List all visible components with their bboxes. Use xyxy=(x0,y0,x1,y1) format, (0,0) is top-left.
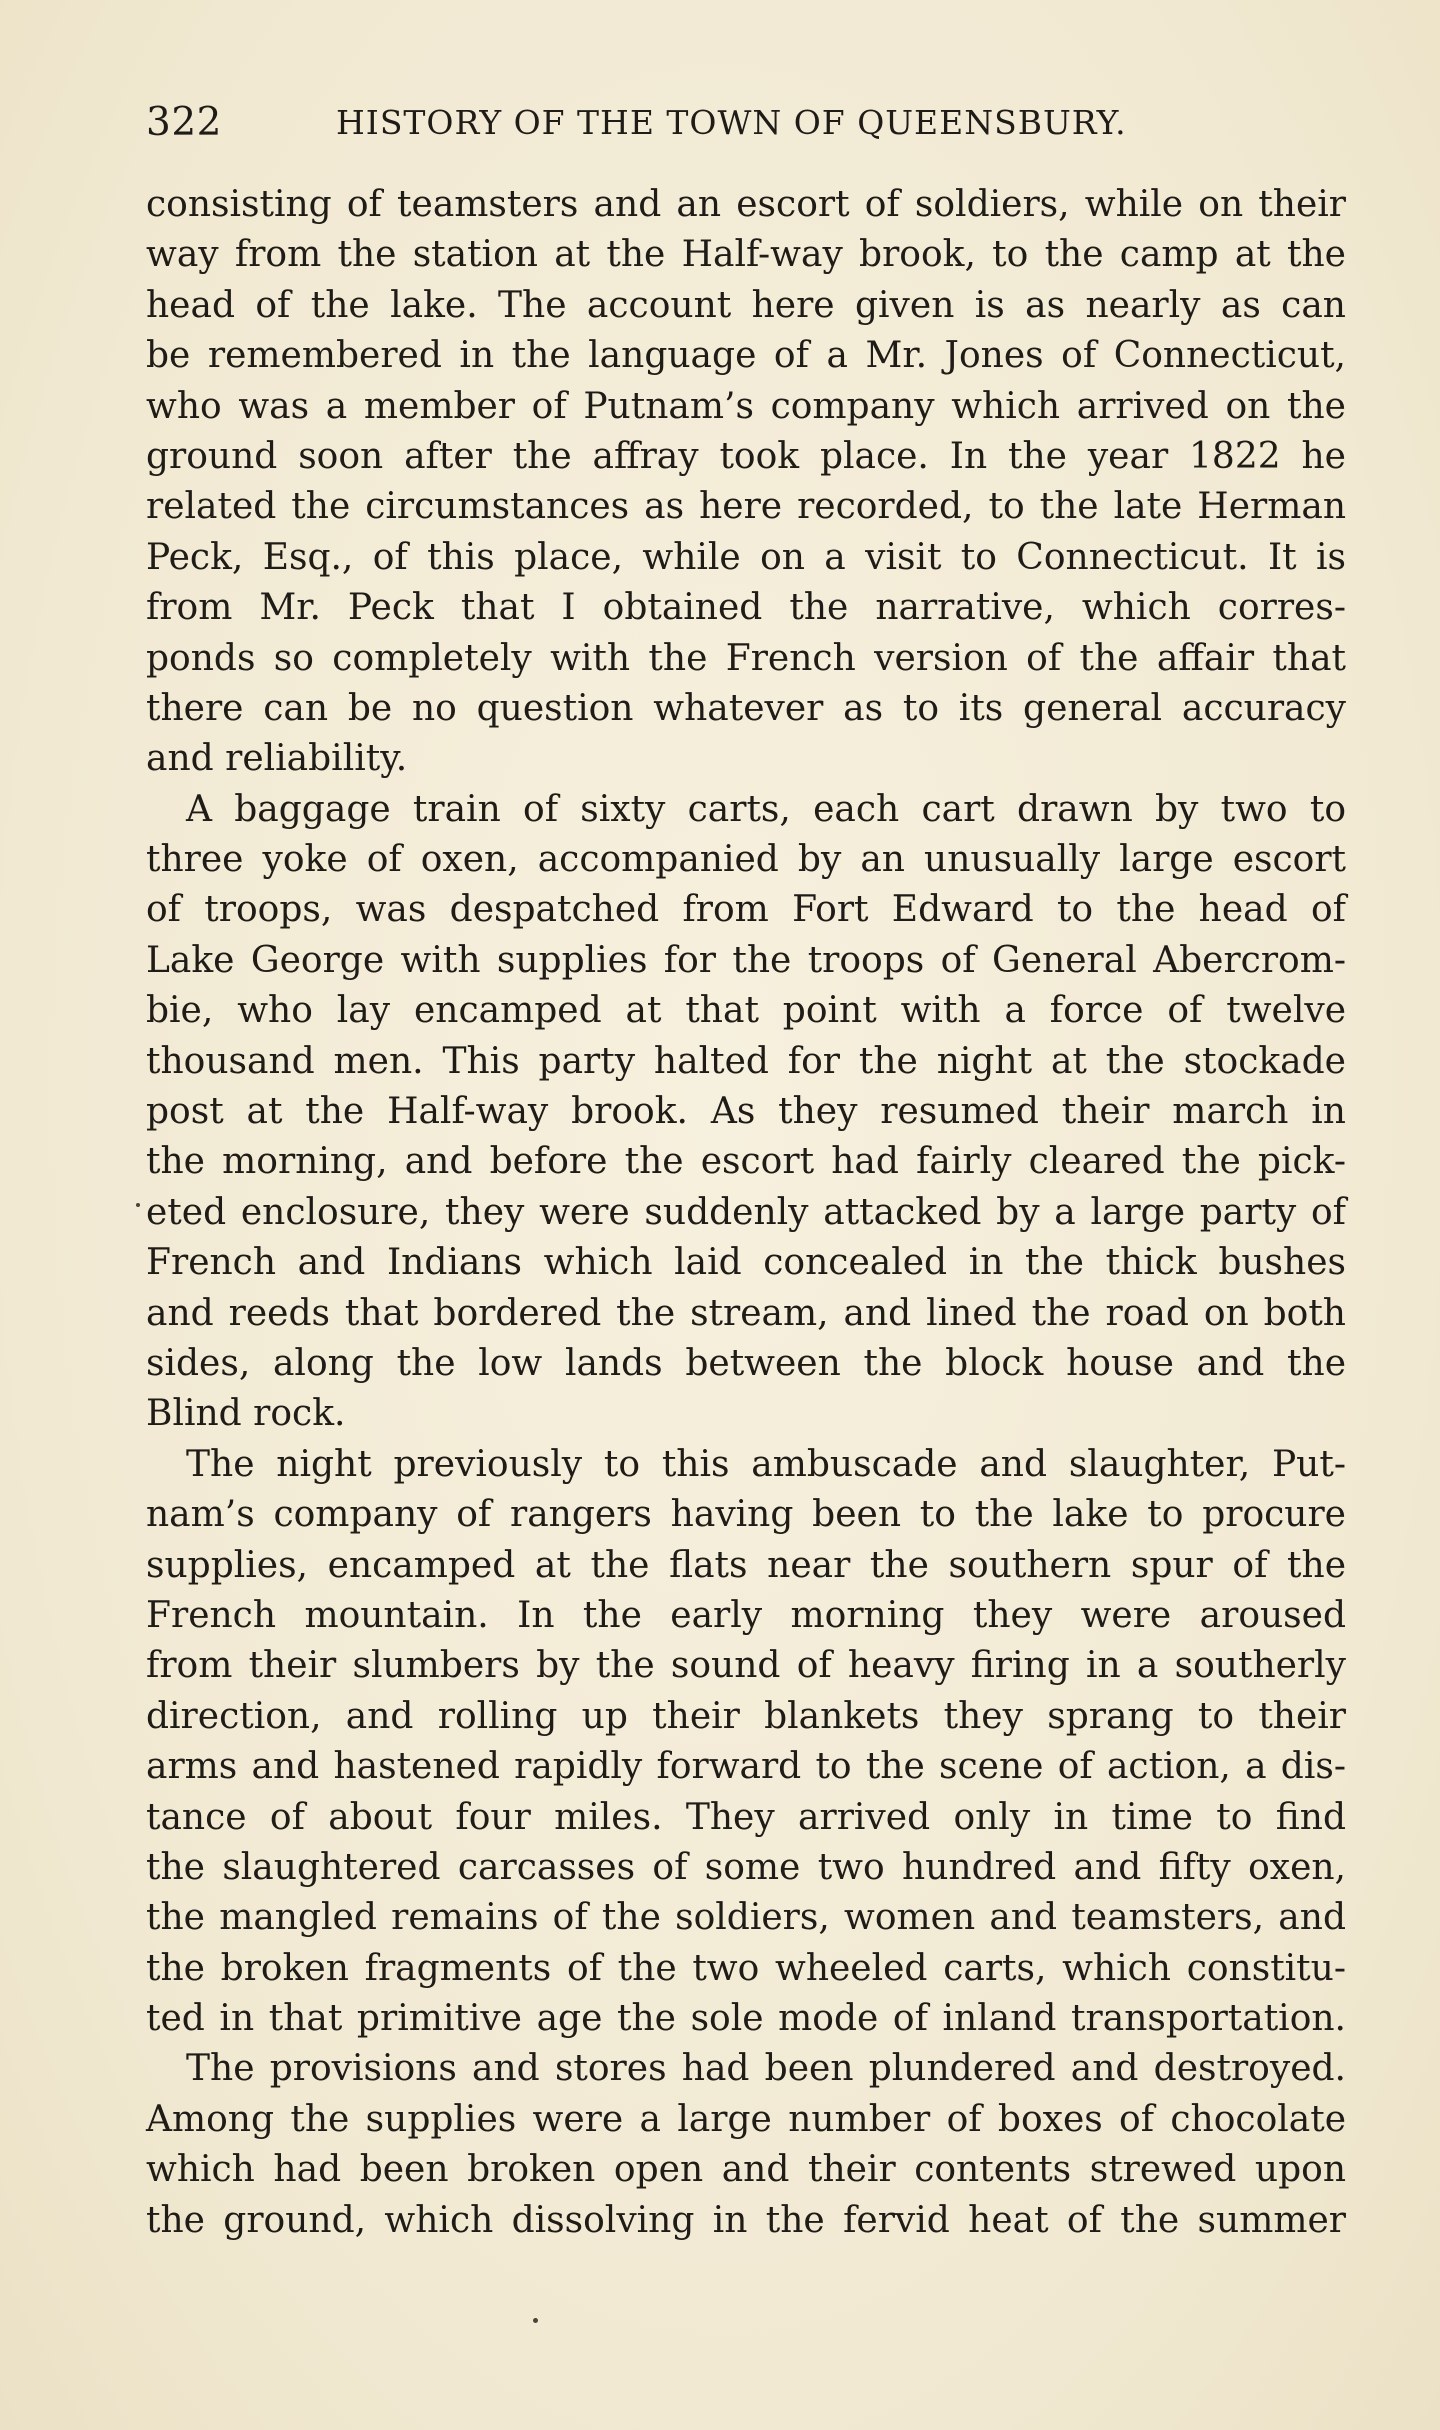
text-line: from their slumbers by the sound of heavy firing in a southerly xyxy=(146,1645,1346,1687)
text-line: French mountain. In the early morning they were aroused xyxy=(146,1594,1346,1636)
text-line: ponds so completely with the French version of the affair that xyxy=(146,637,1346,679)
text-line: the morning, and before the escort had fairly cleared the pick- xyxy=(146,1141,1346,1183)
text-line: of troops, was despatched from Fort Edward to the head of xyxy=(146,889,1346,931)
text-line: who was a member of Putnam’s company which arrived on the xyxy=(146,385,1346,427)
text-line: Among the supplies were a large number of boxes of chocolate xyxy=(146,2098,1346,2140)
text-line: the slaughtered carcasses of some two hundred and fifty oxen, xyxy=(146,1846,1346,1888)
text-line: head of the lake. The account here given is as nearly as can xyxy=(146,284,1346,326)
text-line: related the circumstances as here recorded, to the late Herman xyxy=(146,486,1346,528)
running-title: HISTORY OF THE TOWN OF QUEENSBURY. xyxy=(336,103,1127,142)
text-line: tance of about four miles. They arrived only in time to find xyxy=(146,1796,1346,1838)
text-line: the ground, which dissolving in the fervid heat of the summer xyxy=(146,2199,1346,2241)
text-line: nam’s company of rangers having been to the lake to procure xyxy=(146,1494,1346,1536)
text-line: Lake George with supplies for the troops of General Abercrom- xyxy=(146,939,1346,981)
text-line: there can be no question whatever as to its general accuracy xyxy=(146,687,1346,729)
text-line: the mangled remains of the soldiers, women and teamsters, and xyxy=(146,1897,1346,1939)
body-text xyxy=(146,180,1346,2246)
paragraph-first-line: The night previously to this ambuscade and slaughter, Put- xyxy=(186,1443,1346,1485)
paragraph-first-line: The provisions and stores had been plundered and destroyed. xyxy=(186,2048,1346,2090)
text-line: consisting of teamsters and an escort of soldiers, while on their xyxy=(146,184,1346,225)
ink-speck xyxy=(533,2318,538,2323)
text-line: eted enclosure, they were suddenly attacked by a large party of xyxy=(146,1191,1346,1233)
text-line: ground soon after the affray took place. In the year 1822 he xyxy=(146,435,1346,477)
text-line: be remembered in the language of a Mr. Jones of Connecticut, xyxy=(146,335,1346,377)
text-line: and reeds that bordered the stream, and lined the road on both xyxy=(146,1292,1346,1334)
ink-speck xyxy=(136,1203,140,1207)
text-line: Blind rock. xyxy=(146,1393,346,1435)
text-line: the broken fragments of the two wheeled carts, which constitu- xyxy=(146,1947,1346,1989)
text-line: sides, along the low lands between the block house and the xyxy=(146,1342,1346,1384)
text-line: Peck, Esq., of this place, while on a visit to Connecticut. It is xyxy=(146,536,1346,578)
text-line: which had been broken open and their contents strewed upon xyxy=(146,2149,1346,2191)
text-line: supplies, encamped at the flats near the southern spur of the xyxy=(146,1544,1346,1586)
text-line: arms and hastened rapidly forward to the scene of action, a dis- xyxy=(146,1746,1346,1788)
text-line: French and Indians which laid concealed in the thick bushes xyxy=(146,1242,1346,1284)
page-number: 322 xyxy=(146,100,222,145)
text-line: post at the Half-way brook. As they resumed their march in xyxy=(146,1091,1346,1133)
text-line: and reliability. xyxy=(146,738,408,780)
text-line: three yoke of oxen, accompanied by an unusually large escort xyxy=(146,839,1346,881)
text-line: bie, who lay encamped at that point with a force of twelve xyxy=(146,990,1346,1032)
text-line: way from the station at the Half-way brook, to the camp at the xyxy=(146,234,1346,276)
text-line: thousand men. This party halted for the night at the stockade xyxy=(146,1040,1346,1082)
paragraph-first-line: A baggage train of sixty carts, each cart drawn by two to xyxy=(186,788,1346,830)
text-line: from Mr. Peck that I obtained the narrative, which corres- xyxy=(146,587,1346,629)
page-header xyxy=(146,100,1336,150)
text-line: direction, and rolling up their blankets they sprang to their xyxy=(146,1695,1346,1737)
text-line: ted in that primitive age the sole mode of inland transportation. xyxy=(146,1998,1346,2040)
